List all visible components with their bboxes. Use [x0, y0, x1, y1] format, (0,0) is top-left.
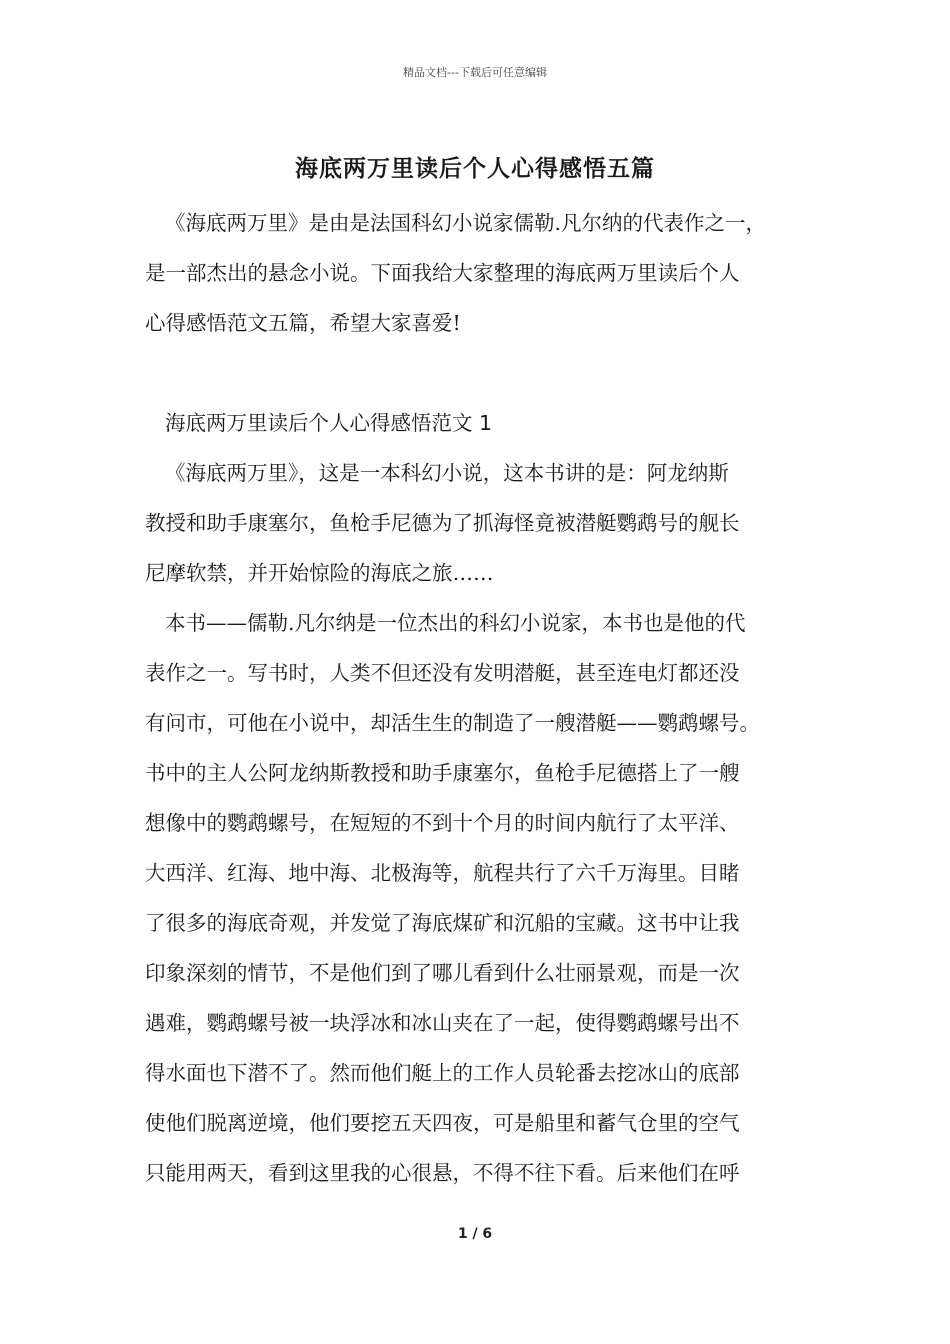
paragraph-line: 得水面也下潜不了。然而他们艇上的工作人员轮番去挖冰山的底部	[145, 1061, 740, 1085]
paragraph-line: 有问市，可他在小说中，却活生生的制造了一艘潜艇——鹦鹉螺号。	[145, 711, 760, 735]
paragraph-line: 是一部杰出的悬念小说。下面我给大家整理的海底两万里读后个人	[145, 261, 740, 285]
paragraph-line: 尼摩软禁，并开始惊险的海底之旅……	[145, 561, 494, 585]
paragraph-line: 表作之一。写书时，人类不但还没有发明潜艇，甚至连电灯都还没	[145, 661, 740, 685]
paragraph-line: 使他们脱离逆境，他们要挖五天四夜，可是船里和蓄气仓里的空气	[145, 1111, 740, 1135]
document-title: 海底两万里读后个人心得感悟五篇	[295, 155, 655, 182]
paragraph-line: 印象深刻的情节，不是他们到了哪儿看到什么壮丽景观，而是一次	[145, 961, 740, 985]
paragraph-line: 遇难，鹦鹉螺号被一块浮冰和冰山夹在了一起，使得鹦鹉螺号出不	[145, 1011, 740, 1035]
paragraph-line: 想像中的鹦鹉螺号，在短短的不到十个月的时间内航行了太平洋、	[145, 811, 740, 835]
intro-paragraph	[145, 198, 815, 348]
page-number: 1 / 6	[457, 1226, 493, 1242]
paragraph-line: 本书——儒勒.凡尔纳是一位杰出的科幻小说家，本书也是他的代	[165, 611, 746, 635]
paragraph-line: 书中的主人公阿龙纳斯教授和助手康塞尔，鱼枪手尼德搭上了一艘	[145, 761, 740, 785]
section-heading: 海底两万里读后个人心得感悟范文 1	[165, 411, 493, 435]
paragraph-line: 教授和助手康塞尔，鱼枪手尼德为了抓海怪竟被潜艇鹦鹉号的舰长	[145, 511, 740, 535]
section-1	[145, 398, 815, 1198]
paragraph-line: 了很多的海底奇观，并发觉了海底煤矿和沉船的宝藏。这书中让我	[145, 911, 740, 935]
paragraph-line: 《海底两万里》是由是法国科幻小说家儒勒.凡尔纳的代表作之一，	[165, 211, 767, 235]
paragraph-line: 大西洋、红海、地中海、北极海等，航程共行了六千万海里。目睹	[145, 861, 740, 885]
paragraph-line: 《海底两万里》，这是一本科幻小说，这本书讲的是：阿龙纳斯	[165, 461, 729, 485]
paragraph-line: 心得感悟范文五篇，希望大家喜爱!	[145, 311, 461, 335]
header-note: 精品文档---下载后可任意编辑	[403, 66, 547, 79]
paragraph-line: 只能用两天，看到这里我的心很悬，不得不往下看。后来他们在呼	[145, 1161, 740, 1185]
